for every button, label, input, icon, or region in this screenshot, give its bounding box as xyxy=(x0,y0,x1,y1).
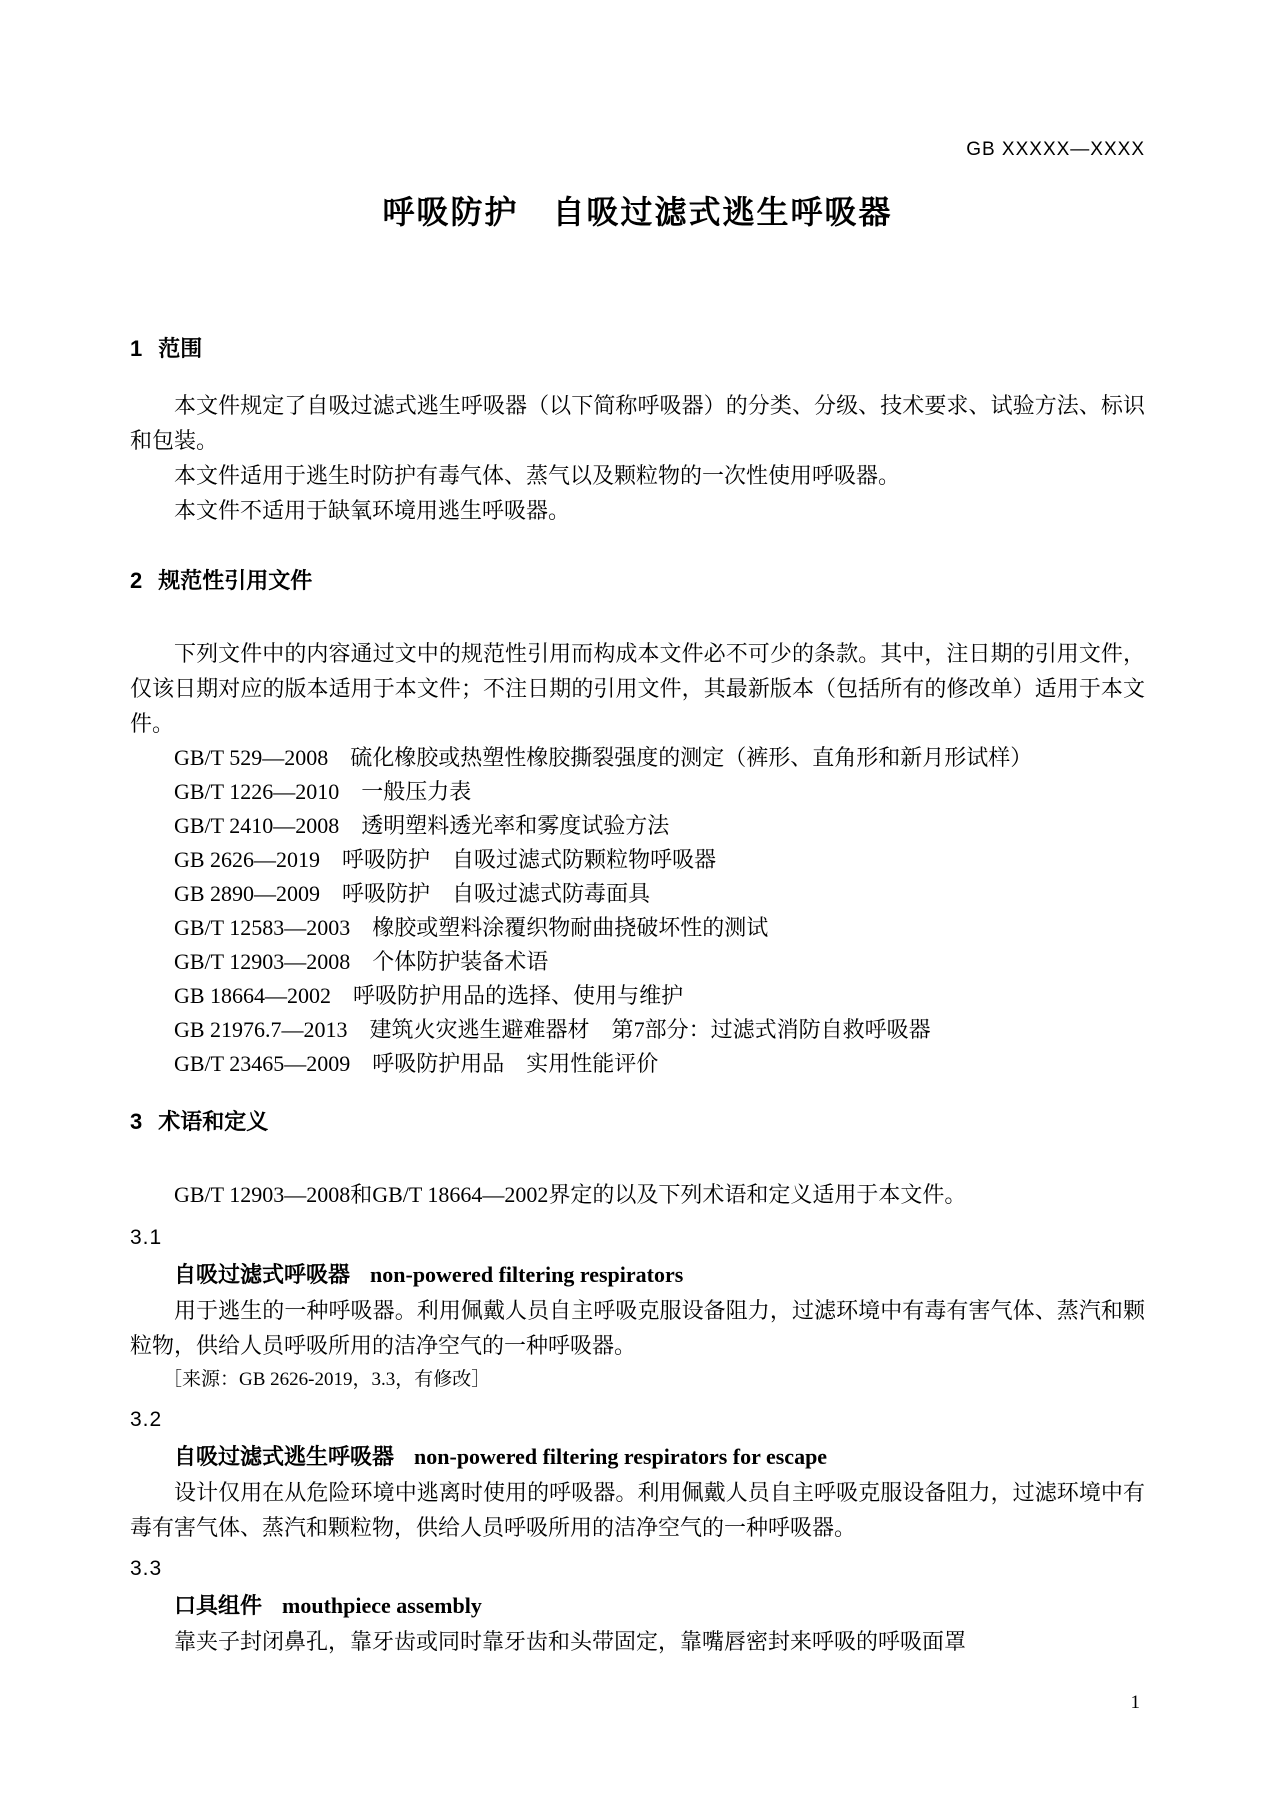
reference-item: GB/T 1226—2010 一般压力表 xyxy=(174,779,472,804)
terms-intro: GB/T 12903—2008和GB/T 18664—2002界定的以及下列术语和定义适用于本文件。 xyxy=(174,1182,967,1207)
reference-item: GB 2626—2019 呼吸防护 自吸过滤式防颗粒物呼吸器 xyxy=(174,847,717,872)
reference-item: GB 21976.7—2013 建筑火灾逃生避难器材 第7部分：过滤式消防自救呼吸器 xyxy=(174,1017,931,1042)
section-3-title: 术语和定义 xyxy=(158,1109,269,1134)
term-number-3-2: 3.2 xyxy=(130,1408,163,1431)
term-line-3-3 xyxy=(130,1591,1145,1621)
scope-paragraph: 本文件不适用于缺氧环境用逃生呼吸器。 xyxy=(174,498,571,523)
term-definition-3-3: 靠夹子封闭鼻孔，靠牙齿或同时靠牙齿和头带固定，靠嘴唇密封来呼吸的呼吸面罩 xyxy=(174,1629,967,1654)
term-source-3-1: ［来源：GB 2626-2019，3.3，有修改］ xyxy=(163,1369,491,1390)
standard-code: GB XXXXX—XXXX xyxy=(966,139,1145,160)
section-1-title: 范围 xyxy=(158,336,203,361)
section-1-heading xyxy=(130,334,1145,364)
section-1-number: 1 xyxy=(130,336,143,361)
term-en-3-1: non-powered filtering respirators xyxy=(370,1262,684,1287)
reference-item: GB/T 529—2008 硫化橡胶或热塑性橡胶撕裂强度的测定（裤形、直角形和新月形试样） xyxy=(174,745,1033,770)
term-line-3-1 xyxy=(130,1260,1145,1290)
references-intro: 下列文件中的内容通过文中的规范性引用而构成本文件必不可少的条款。其中，注日期的引用文件，仅该日期对应的版本适用于本文件；不注日期的引用文件，其最新版本（包括所有的修改单）适用于本文件。 xyxy=(130,641,1145,736)
term-en-3-2: non-powered filtering respirators for escape xyxy=(414,1444,828,1469)
term-definition-3-1: 用于逃生的一种呼吸器。利用佩戴人员自主呼吸克服设备阻力，过滤环境中有毒有害气体、蒸汽和颗粒物，供给人员呼吸所用的洁净空气的一种呼吸器。 xyxy=(130,1298,1145,1358)
term-line-3-2 xyxy=(130,1442,1145,1472)
section-2-number: 2 xyxy=(130,568,143,593)
term-definition-3-2: 设计仅用在从危险环境中逃离时使用的呼吸器。利用佩戴人员自主呼吸克服设备阻力，过滤环境中有毒有害气体、蒸汽和颗粒物，供给人员呼吸所用的洁净空气的一种呼吸器。 xyxy=(130,1480,1145,1540)
reference-item: GB/T 12583—2003 橡胶或塑料涂覆织物耐曲挠破坏性的测试 xyxy=(174,915,769,940)
reference-item: GB/T 12903—2008 个体防护装备术语 xyxy=(174,949,549,974)
section-2-heading xyxy=(130,566,1145,596)
document-content xyxy=(130,0,1145,1659)
term-en-3-3: mouthpiece assembly xyxy=(282,1593,482,1618)
scope-paragraph: 本文件适用于逃生时防护有毒气体、蒸气以及颗粒物的一次性使用呼吸器。 xyxy=(174,463,901,488)
term-zh-3-1: 自吸过滤式呼吸器 xyxy=(174,1262,351,1287)
scope-paragraph: 本文件规定了自吸过滤式逃生呼吸器（以下简称呼吸器）的分类、分级、技术要求、试验方法、标识和包装。 xyxy=(130,393,1145,453)
reference-item: GB/T 2410—2008 透明塑料透光率和雾度试验方法 xyxy=(174,813,670,838)
term-number-3-3: 3.3 xyxy=(130,1557,163,1580)
reference-item: GB 2890—2009 呼吸防护 自吸过滤式防毒面具 xyxy=(174,881,651,906)
term-number-3-1: 3.1 xyxy=(130,1226,163,1249)
page-number: 1 xyxy=(1130,1692,1140,1713)
term-zh-3-2: 自吸过滤式逃生呼吸器 xyxy=(174,1444,395,1469)
document-title: 呼吸防护 自吸过滤式逃生呼吸器 xyxy=(382,194,893,230)
section-2-title: 规范性引用文件 xyxy=(158,568,313,593)
reference-item: GB/T 23465—2009 呼吸防护用品 实用性能评价 xyxy=(174,1051,659,1076)
section-3-heading xyxy=(130,1107,1145,1137)
section-3-number: 3 xyxy=(130,1109,143,1134)
reference-item: GB 18664—2002 呼吸防护用品的选择、使用与维护 xyxy=(174,983,684,1008)
term-zh-3-3: 口具组件 xyxy=(174,1593,263,1618)
